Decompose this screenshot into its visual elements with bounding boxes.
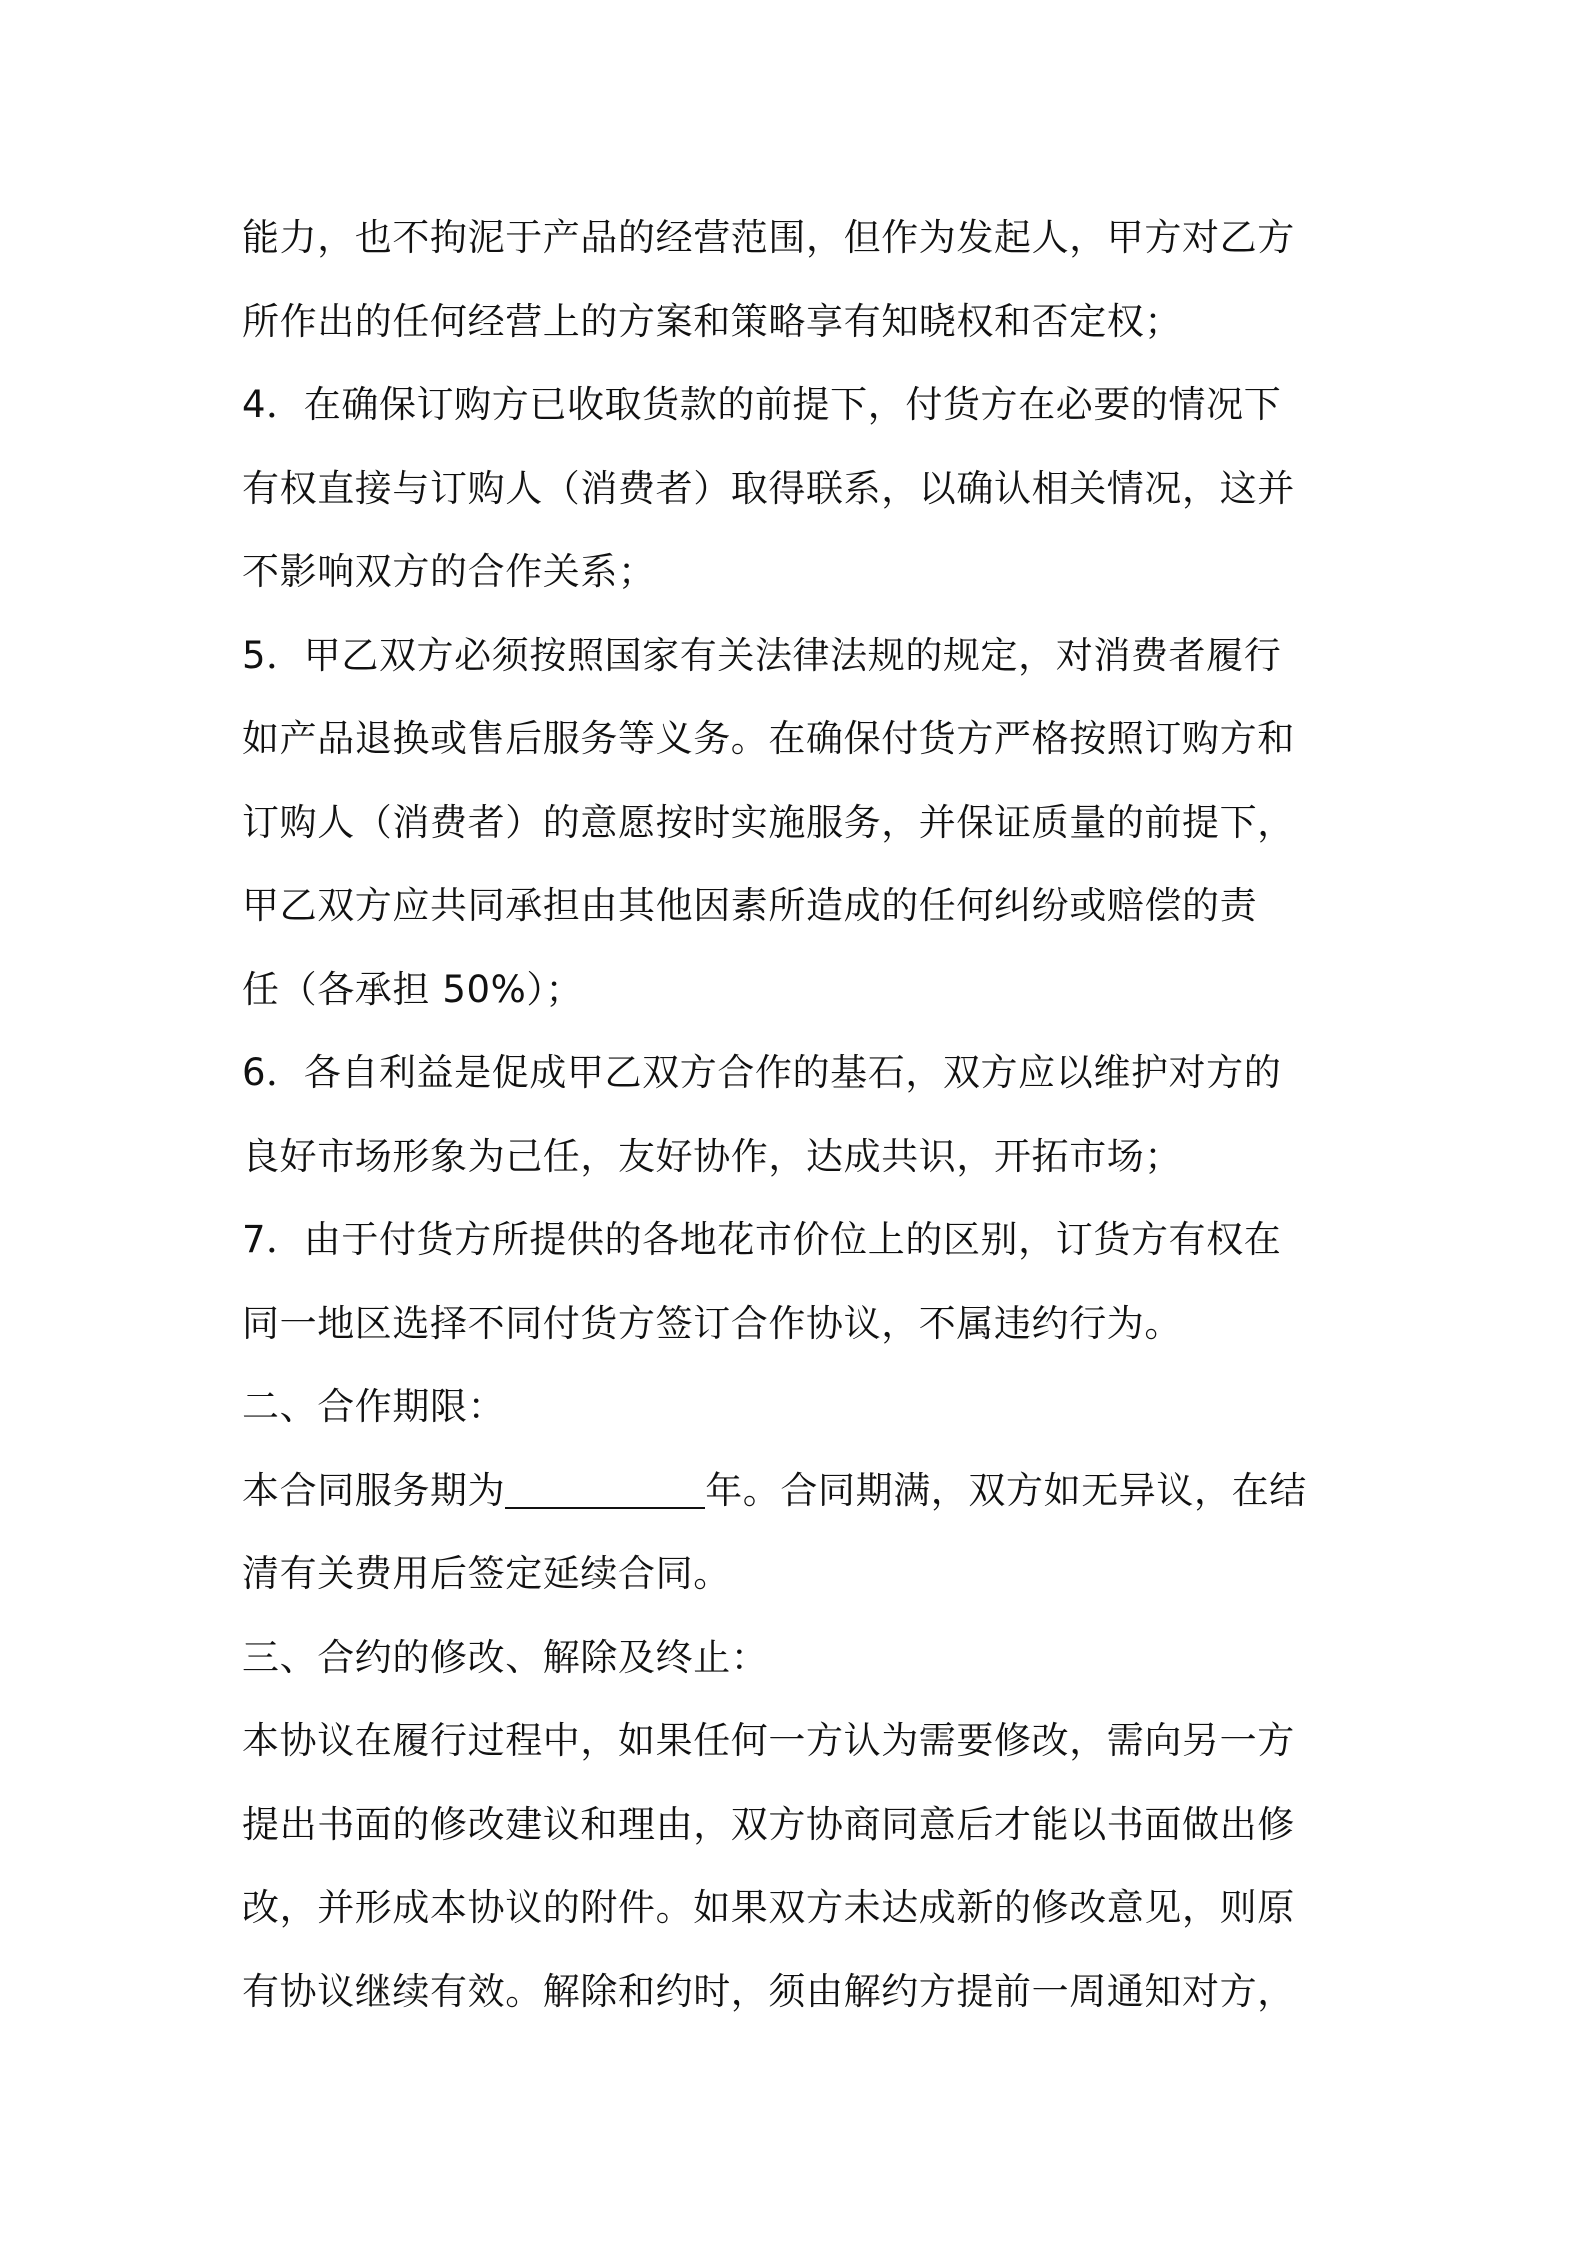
term-text-after: 年。合同期满，双方如无异议，在结 [705, 1468, 1307, 1512]
term-text-before: 本合同服务期为 [242, 1468, 506, 1512]
text-line: 如产品退换或售后服务等义务。在确保付货方严格按照订购方和 [242, 717, 1295, 760]
blank-underline [505, 1467, 705, 1509]
text-line: 不影响双方的合作关系； [242, 550, 656, 593]
text-line: 有协议继续有效。解除和约时，须由解约方提前一周通知对方， [242, 1969, 1295, 2013]
text-line: 任（各承担 50%）； [242, 967, 584, 1011]
text-line: 能力，也不拘泥于产品的经营范围，但作为发起人，甲方对乙方 [242, 216, 1295, 259]
text-line: 提出书面的修改建议和理由，双方协商同意后才能以书面做出修 [242, 1802, 1295, 1846]
text-line: 改，并形成本协议的附件。如果双方未达成新的修改意见，则原 [242, 1886, 1295, 1929]
term-line [242, 1449, 1362, 1533]
text-line: 甲乙双方应共同承担由其他因素所造成的任何纠纷或赔偿的责 [242, 884, 1258, 927]
clause-6-line: 6．各自利益是促成甲乙双方合作的基石，双方应以维护对方的 [242, 1051, 1282, 1094]
text-line: 本协议在履行过程中，如果任何一方认为需要修改，需向另一方 [242, 1719, 1295, 1762]
text-line: 同一地区选择不同付货方签订合作协议，不属违约行为。 [242, 1301, 1182, 1345]
text-line: 有权直接与订购人（消费者）取得联系，以确认相关情况，这并 [242, 466, 1295, 510]
clause-5-line: 5．甲乙双方必须按照国家有关法律法规的规定，对消费者履行 [242, 633, 1282, 677]
text-line: 订购人（消费者）的意愿按时实施服务，并保证质量的前提下， [242, 800, 1295, 844]
text-line: 所作出的任何经营上的方案和策略享有知晓权和否定权； [242, 299, 1182, 343]
text-line: 清有关费用后签定延续合同。 [242, 1552, 731, 1595]
document-body [242, 196, 1362, 2033]
clause-4-line: 4．在确保订购方已收取货款的前提下，付货方在必要的情况下 [242, 383, 1282, 426]
clause-7-line: 7．由于付货方所提供的各地花市价位上的区别，订货方有权在 [242, 1218, 1282, 1261]
section-heading-modification: 三、合约的修改、解除及终止： [242, 1635, 769, 1679]
text-line: 良好市场形象为己任，友好协作，达成共识，开拓市场； [242, 1134, 1182, 1178]
section-heading-term: 二、合作期限： [242, 1385, 506, 1428]
